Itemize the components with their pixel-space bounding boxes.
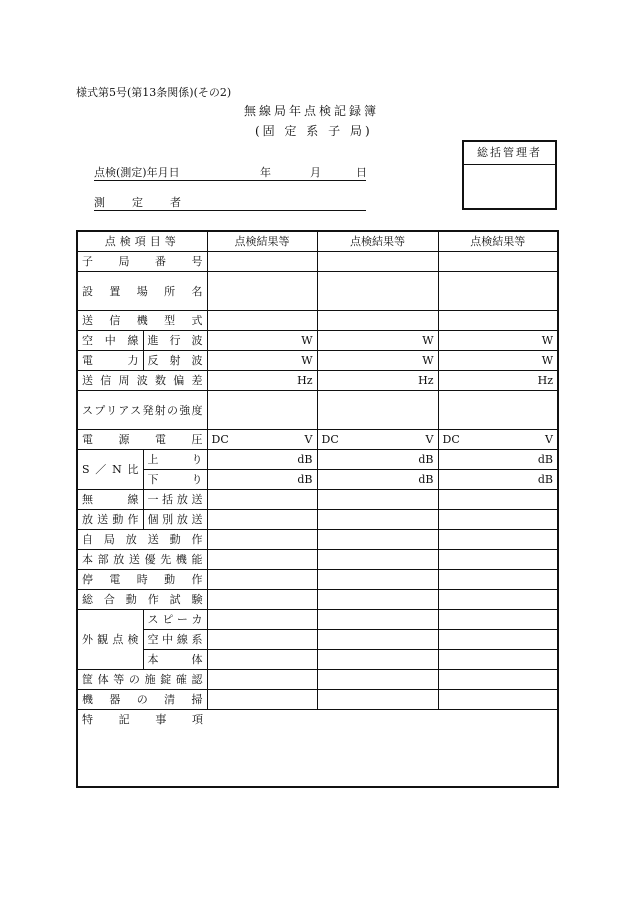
row-label-reflected-wave: 反射波 xyxy=(143,351,207,371)
cell-input[interactable] xyxy=(207,690,317,710)
row-label-power-voltage: 電源電圧 xyxy=(77,430,207,450)
cell-input[interactable] xyxy=(207,391,317,430)
unit-w[interactable]: W xyxy=(207,331,317,351)
row-label-power-outage: 停電時動作 xyxy=(77,570,207,590)
col-header-result-1: 点検結果等 xyxy=(207,231,317,252)
cell-input[interactable] xyxy=(317,252,438,272)
remarks-input[interactable] xyxy=(207,710,558,788)
cell-input[interactable] xyxy=(317,272,438,311)
table-row xyxy=(77,490,558,510)
cell-input[interactable] xyxy=(438,430,558,450)
row-label-sn-ratio: S／N比 xyxy=(77,450,143,490)
cell-input[interactable] xyxy=(438,490,558,510)
remarks-row xyxy=(77,710,558,788)
cell-input[interactable] xyxy=(317,670,438,690)
table-header-row xyxy=(77,231,558,252)
manager-label: 総括管理者 xyxy=(464,142,555,165)
unit-w[interactable]: W xyxy=(317,351,438,371)
cell-input[interactable] xyxy=(317,590,438,610)
cell-input[interactable] xyxy=(207,510,317,530)
cell-input[interactable] xyxy=(207,610,317,630)
cell-input[interactable] xyxy=(438,510,558,530)
table-row xyxy=(77,570,558,590)
row-label-cleaning: 機器の清掃 xyxy=(77,690,207,710)
table-row xyxy=(77,510,558,530)
cell-input[interactable] xyxy=(207,670,317,690)
table-row xyxy=(77,650,558,670)
document-title: 無線局年点検記録簿 xyxy=(244,104,380,118)
cell-input[interactable] xyxy=(438,570,558,590)
cell-input[interactable] xyxy=(438,650,558,670)
table-row xyxy=(77,610,558,630)
cell-input[interactable] xyxy=(207,272,317,311)
col-header-result-2: 点検結果等 xyxy=(317,231,438,252)
cell-input[interactable] xyxy=(317,630,438,650)
row-label-wireless-b: 放送動作 xyxy=(77,510,143,530)
cell-input[interactable] xyxy=(207,530,317,550)
cell-input[interactable] xyxy=(207,490,317,510)
row-label-child-station: 子局番号 xyxy=(77,252,207,272)
cell-input[interactable] xyxy=(207,252,317,272)
table-row xyxy=(77,430,558,450)
cell-input[interactable] xyxy=(438,252,558,272)
table-row xyxy=(77,252,558,272)
row-label-speaker: スピーカ xyxy=(143,610,207,630)
unit-db[interactable]: dB xyxy=(207,450,317,470)
unit-v: V xyxy=(304,433,313,446)
table-row xyxy=(77,670,558,690)
document-subtitle: (固 定 系 子 局) xyxy=(255,124,373,138)
cell-input[interactable] xyxy=(317,530,438,550)
row-label-total-test: 総合動作試験 xyxy=(77,590,207,610)
row-label-visual-check: 外観点検 xyxy=(77,610,143,670)
unit-dc: DC xyxy=(211,433,229,446)
cell-input[interactable] xyxy=(207,550,317,570)
cell-input[interactable] xyxy=(438,272,558,311)
table-row xyxy=(77,550,558,570)
unit-db[interactable]: dB xyxy=(438,450,558,470)
table-row xyxy=(77,272,558,311)
table-row xyxy=(77,690,558,710)
unit-w[interactable]: W xyxy=(438,351,558,371)
unit-w[interactable]: W xyxy=(438,331,558,351)
row-label-spurious: スプリアス発射の強度 xyxy=(77,391,207,430)
cell-input[interactable] xyxy=(438,610,558,630)
cell-input[interactable] xyxy=(207,630,317,650)
cell-input[interactable] xyxy=(438,690,558,710)
cell-input[interactable] xyxy=(438,590,558,610)
table-row xyxy=(77,590,558,610)
unit-w[interactable]: W xyxy=(317,331,438,351)
unit-db[interactable]: dB xyxy=(317,470,438,490)
unit-dc: DC xyxy=(321,433,339,446)
row-label-body: 本体 xyxy=(143,650,207,670)
unit-hz[interactable]: Hz xyxy=(438,371,558,391)
unit-v: V xyxy=(545,433,553,446)
cell-input[interactable] xyxy=(438,311,558,331)
table-row xyxy=(77,371,558,391)
cell-input[interactable] xyxy=(438,530,558,550)
unit-hz[interactable]: Hz xyxy=(317,371,438,391)
cell-input[interactable] xyxy=(438,630,558,650)
cell-input[interactable] xyxy=(317,311,438,331)
cell-input[interactable] xyxy=(317,430,438,450)
cell-input[interactable] xyxy=(438,391,558,430)
unit-v: V xyxy=(425,433,434,446)
row-label-antenna-power-b: 電 力 xyxy=(77,351,143,371)
inspection-table xyxy=(76,230,559,788)
form-number: 様式第5号(第13条関係)(その2) xyxy=(76,86,232,99)
row-label-broadcast-all: 一括放送 xyxy=(143,490,207,510)
row-label-freq-deviation: 送信周波数偏差 xyxy=(77,371,207,391)
cell-input[interactable] xyxy=(207,311,317,331)
cell-input[interactable] xyxy=(207,650,317,670)
inspector-line[interactable] xyxy=(94,194,366,211)
unit-db[interactable]: dB xyxy=(438,470,558,490)
day-label: 日 xyxy=(356,166,367,179)
table-row xyxy=(77,331,558,351)
cell-input[interactable] xyxy=(317,510,438,530)
row-label-down: 下り xyxy=(143,470,207,490)
cell-input[interactable] xyxy=(317,550,438,570)
cell-input[interactable] xyxy=(438,550,558,570)
row-label-transmitter-model: 送信機型式 xyxy=(77,311,207,331)
row-label-hq-priority: 本部放送優先機能 xyxy=(77,550,207,570)
row-label-lock-check: 筐体等の施錠確認 xyxy=(77,670,207,690)
row-label-self-broadcast: 自局放送動作 xyxy=(77,530,207,550)
cell-input[interactable] xyxy=(317,570,438,590)
row-label-antenna-system: 空中線系 xyxy=(143,630,207,650)
inspection-date-label: 点検(測定)年月日 xyxy=(94,166,180,179)
cell-input[interactable] xyxy=(207,570,317,590)
unit-hz[interactable]: Hz xyxy=(207,371,317,391)
manager-approval-box xyxy=(462,140,557,210)
row-label-wireless-a: 無線 xyxy=(77,490,143,510)
table-row xyxy=(77,530,558,550)
unit-dc: DC xyxy=(442,433,460,446)
row-label-antenna-power-a: 空中線 xyxy=(77,331,143,351)
col-header-result-3: 点検結果等 xyxy=(438,231,558,252)
row-label-remarks: 特記事項 xyxy=(77,710,207,788)
row-label-forward-wave: 進行波 xyxy=(143,331,207,351)
cell-input[interactable] xyxy=(207,590,317,610)
row-label-broadcast-individual: 個別放送 xyxy=(143,510,207,530)
table-row xyxy=(77,470,558,490)
year-label: 年 xyxy=(260,166,271,179)
cell-input[interactable] xyxy=(317,490,438,510)
inspection-date-line[interactable] xyxy=(94,164,366,181)
table-row xyxy=(77,391,558,430)
unit-db[interactable]: dB xyxy=(207,470,317,490)
row-label-install-location: 設置場所名 xyxy=(77,272,207,311)
table-row xyxy=(77,450,558,470)
cell-input[interactable] xyxy=(317,690,438,710)
unit-db[interactable]: dB xyxy=(317,450,438,470)
cell-input[interactable] xyxy=(438,670,558,690)
table-row xyxy=(77,351,558,371)
unit-w[interactable]: W xyxy=(207,351,317,371)
row-label-up: 上り xyxy=(143,450,207,470)
inspector-label: 測 定 者 xyxy=(94,196,189,209)
table-row xyxy=(77,630,558,650)
cell-input[interactable] xyxy=(317,391,438,430)
table-row xyxy=(77,311,558,331)
col-header-item: 点検項目等 xyxy=(77,231,207,252)
cell-input[interactable] xyxy=(207,430,317,450)
month-label: 月 xyxy=(310,166,321,179)
cell-input[interactable] xyxy=(317,650,438,670)
cell-input[interactable] xyxy=(317,610,438,630)
